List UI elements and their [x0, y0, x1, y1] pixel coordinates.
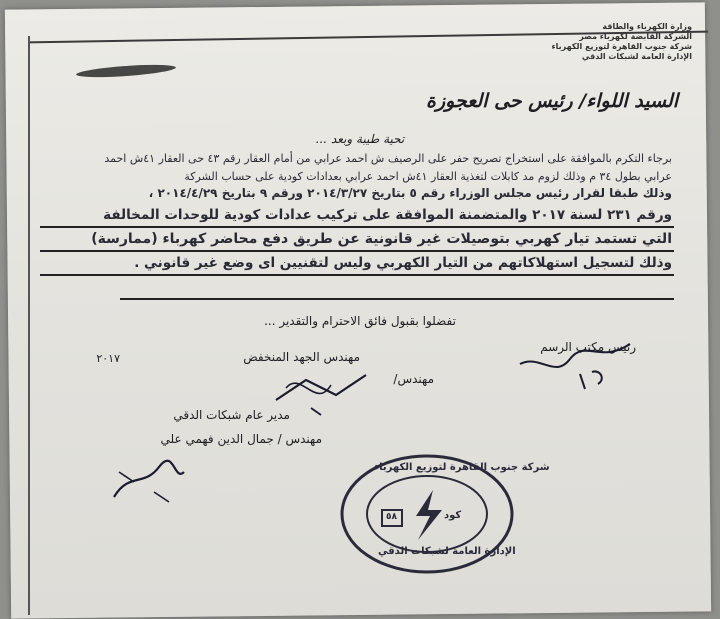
letterhead-line: الإدارة العامة لشبكات الدقي [581, 52, 692, 61]
stamp-text: شركة جنوب القاهرة لتوزيع الكهرباء [374, 462, 550, 473]
closing: تفضلوا بقبول فائق الاحترام والتقدير ... [264, 314, 456, 328]
signature-title-drafting: رئيس مكتب الرسم [540, 340, 636, 354]
signature-drafting-office [510, 334, 640, 394]
general-manager-name: مهندس / جمال الدين فهمي علي [160, 432, 322, 446]
underline [40, 250, 674, 252]
letterhead [552, 22, 692, 62]
stamp-code-label: كود [444, 510, 462, 521]
signature-date: ٢٠١٧ [96, 352, 120, 365]
letterhead-line: الشركة القابضة لكهرباء مصر [579, 32, 692, 41]
letterhead-line: شركة جنوب القاهرة لتوزيع الكهرباء [551, 42, 692, 51]
body-line-1: برجاء التكرم بالموافقة على استخراج تصريح حفر على الرصيف ش احمد عرابي من أمام العقار رقم ٤٣ حى العقار ٤١ش احمد [104, 152, 672, 165]
signature-title-low-voltage: مهندس الجهد المنخفض [243, 350, 360, 364]
body-line-6: وذلك لتسجيل استهلاكاتهم من التيار الكهربي وليس لتقنيين اى وضع غير قانوني . [134, 255, 672, 271]
stamp-bottom-text: الإدارة العامة لشبكات الدقي [378, 546, 516, 557]
stamp-code-value: ٥٨ [386, 512, 397, 522]
addressee: السيد اللواء/ رئيس حى العجوزة [426, 90, 678, 112]
underline [40, 274, 674, 276]
body-line-2: عرابي بطول ٣٤ م وذلك لزوم مد كابلات لتغذية العقار ٤١ش احمد عرابي بعدادات كودية على حساب الشركة [184, 170, 672, 183]
signature-general-manager [104, 452, 194, 512]
signature-name-low-voltage: مهندس/ [393, 372, 434, 386]
body-line-5: التي تستمد تيار كهربي بتوصيلات غير قانونية عن طريق دفع محاضر كهرباء (ممارسة) [91, 231, 672, 247]
letterhead-line: وزارة الكهرباء والطاقة [602, 22, 692, 31]
body-line-4: ورقم ٢٣١ لسنة ٢٠١٧ والمتضمنة الموافقة على تركيب عدادات كودية للوحدات المخالفة [103, 207, 672, 223]
signature-low-voltage [266, 360, 376, 420]
underline [40, 226, 674, 228]
greeting: تحية طيبة وبعد ... [315, 132, 405, 146]
body-line-3: وذلك طبقا لقرار رئيس مجلس الوزراء رقم ٥ بتاريخ ٢٠١٤/٣/٢٧ ورقم ٩ بتاريخ ٢٠١٤/٤/٢٩ ، [148, 186, 672, 200]
general-manager-title: مدير عام شبكات الدقي [173, 408, 290, 422]
underline [120, 298, 674, 300]
